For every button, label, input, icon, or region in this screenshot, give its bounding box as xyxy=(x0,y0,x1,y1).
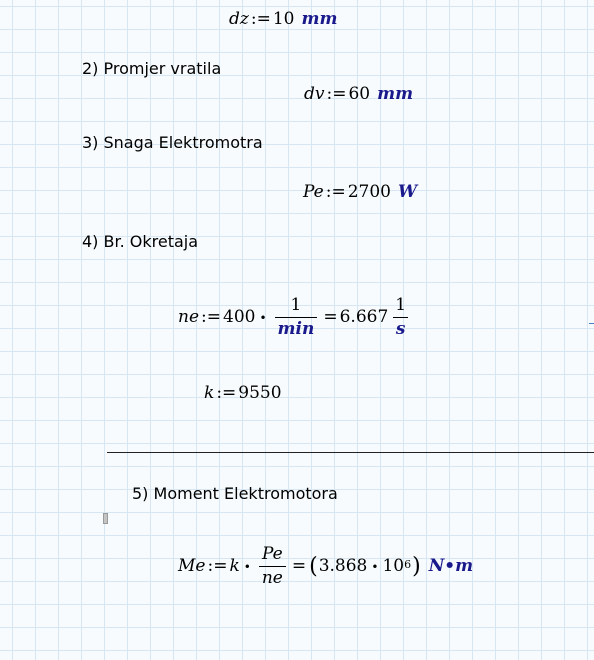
ne-result: 6.667 xyxy=(339,307,389,327)
pe-reference: Pe xyxy=(261,544,283,564)
equals-operator: = xyxy=(323,307,338,327)
multiply-operator: • xyxy=(243,559,251,574)
me-base: 10 xyxy=(382,556,405,576)
pe-value: 2700 xyxy=(347,182,391,202)
dz-definition[interactable] xyxy=(229,11,337,28)
minute-unit: min xyxy=(275,317,318,338)
dv-variable: dv xyxy=(304,84,325,104)
ne-factor: 400 xyxy=(223,307,256,327)
dz-value: 10 xyxy=(272,9,295,29)
open-paren: ( xyxy=(309,553,318,579)
per-second-fraction xyxy=(392,297,409,338)
per-minute-fraction xyxy=(275,297,318,338)
pe-variable: Pe xyxy=(303,182,324,202)
k-reference: k xyxy=(229,556,240,576)
region-marker[interactable] xyxy=(103,513,108,524)
me-variable: Me xyxy=(178,556,206,576)
assign-operator: := xyxy=(250,9,271,29)
pe-over-ne-fraction xyxy=(259,546,286,587)
me-exponent: 6 xyxy=(404,558,412,571)
me-unit: N•m xyxy=(428,556,474,576)
k-definition[interactable] xyxy=(204,385,282,402)
equals-operator: = xyxy=(291,556,307,576)
ne-variable: ne xyxy=(178,307,200,327)
me-definition[interactable] xyxy=(178,546,473,587)
section-3-heading[interactable]: 3) Snaga Elektromotra xyxy=(82,133,263,152)
close-paren: ) xyxy=(412,553,421,579)
assign-operator: := xyxy=(207,556,228,576)
dv-unit: mm xyxy=(377,84,414,104)
pe-definition[interactable] xyxy=(303,184,417,201)
assign-operator: := xyxy=(201,307,221,327)
section-2-heading[interactable]: 2) Promjer vratila xyxy=(82,59,222,78)
assign-operator: := xyxy=(216,383,237,403)
second-unit: s xyxy=(393,317,409,338)
fraction-numerator: 1 xyxy=(290,295,302,315)
dz-variable: dz xyxy=(229,9,249,29)
section-5-heading[interactable]: 5) Moment Elektromotora xyxy=(132,484,338,503)
assign-operator: := xyxy=(326,84,347,104)
k-variable: k xyxy=(204,383,215,403)
ne-definition[interactable] xyxy=(178,297,413,338)
dv-value: 60 xyxy=(348,84,371,104)
region-divider xyxy=(107,452,594,453)
multiply-operator: • xyxy=(259,310,267,325)
section-4-heading[interactable]: 4) Br. Okretaja xyxy=(82,232,199,251)
assign-operator: := xyxy=(325,182,346,202)
page-edge-marker xyxy=(589,323,594,324)
ne-reference: ne xyxy=(259,566,286,587)
multiply-operator: • xyxy=(371,559,379,574)
dz-unit: mm xyxy=(301,9,338,29)
fraction-numerator: 1 xyxy=(395,295,407,315)
k-value: 9550 xyxy=(238,383,282,403)
me-mantissa: 3.868 xyxy=(318,556,368,576)
pe-unit: W xyxy=(398,182,418,202)
dv-definition[interactable] xyxy=(304,86,413,103)
